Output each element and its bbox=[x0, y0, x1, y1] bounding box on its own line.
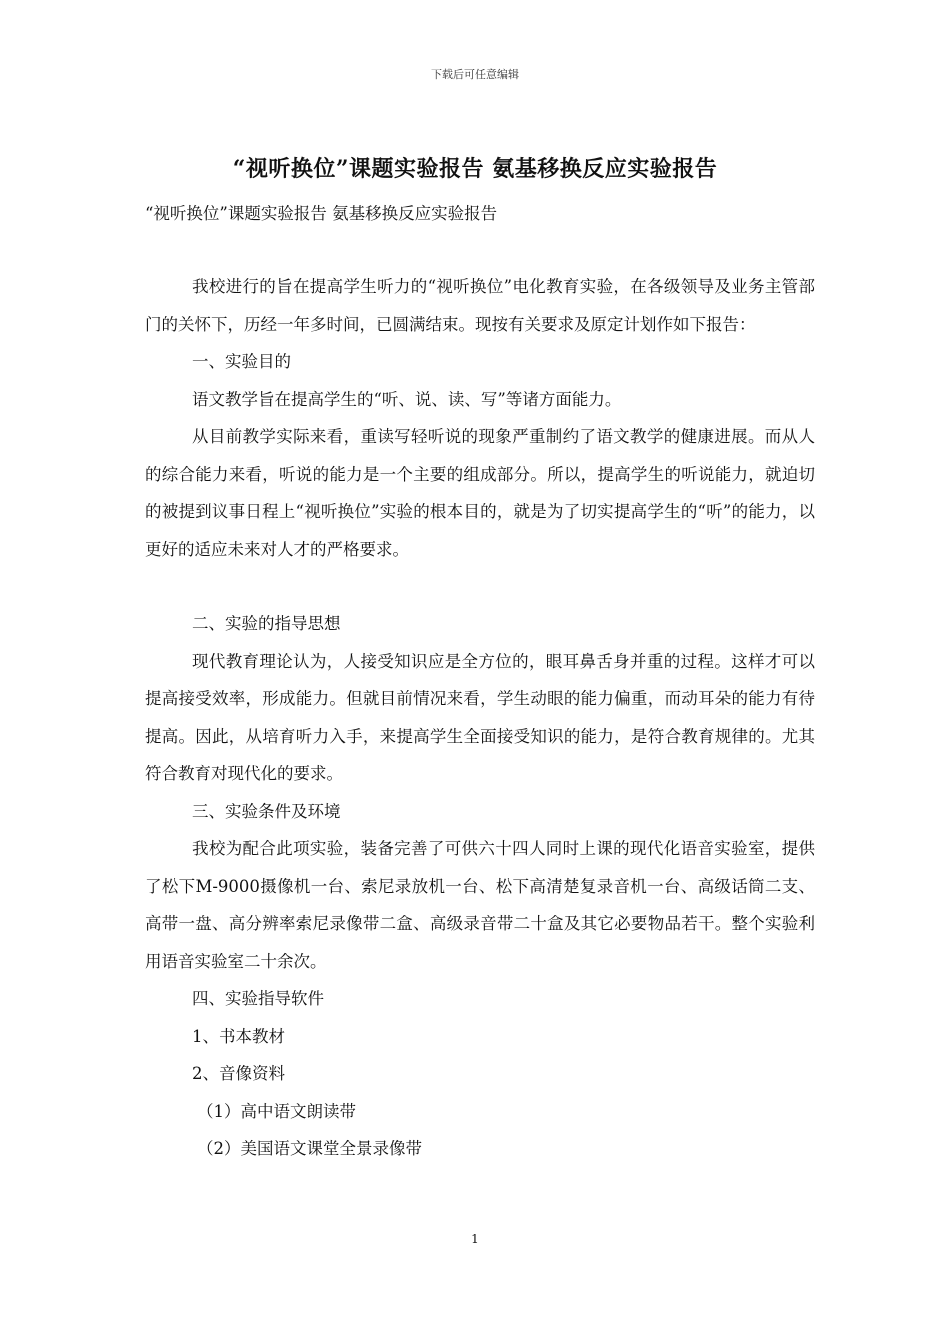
page-number: 1 bbox=[471, 1232, 479, 1246]
section-4-item-2: 2、音像资料 bbox=[192, 1064, 285, 1083]
section-4-subitem-2: （2）美国语文课堂全景录像带 bbox=[197, 1139, 422, 1158]
section-3-heading: 三、实验条件及环境 bbox=[192, 801, 341, 821]
page-header: 下载后可任意编辑 bbox=[431, 68, 519, 81]
intro-paragraph: 我校进行的旨在提高学生听力的“视听换位”电化教育实验，在各级领导及业务主管部门的关怀下，历经一年多时间，已圆满结束。现按有关要求及原定计划作如下报告： bbox=[145, 277, 815, 334]
section-1-paragraph-1: 语文教学旨在提高学生的“听、说、读、写”等诸方面能力。 bbox=[192, 389, 622, 409]
section-4-item-1: 1、书本教材 bbox=[192, 1026, 285, 1046]
section-2-paragraph-1: 现代教育理论认为，人接受知识应是全方位的，眼耳鼻舌身并重的过程。这样才可以提高接受效率，形成能力。但就目前情况来看，学生动眼的能力偏重，而动耳朵的能力有待提高。因此，从培育听力入手，来提高学生全面接受知识的能力，是符合教育规律的。尤其符合教育对现代化的要求。 bbox=[145, 651, 815, 783]
spacer bbox=[145, 568, 815, 605]
document-title: “视听换位”课题实验报告 氨基移换反应实验报告 bbox=[232, 156, 718, 182]
section-1-heading: 一、实验目的 bbox=[192, 352, 291, 371]
document-subtitle: “视听换位”课题实验报告 氨基移换反应实验报告 bbox=[145, 204, 498, 223]
document-body bbox=[145, 268, 815, 1168]
section-4-subitem-1: （1）高中语文朗读带 bbox=[197, 1101, 356, 1121]
section-3-paragraph-1: 我校为配合此项实验，装备完善了可供六十四人同时上课的现代化语音实验室，提供了松下M-9000摄像机一台、索尼录放机一台、松下高清楚复录音机一台、高级话筒二支、高带一盘、高分辨率索尼录像带二盒、高级录音带二十盒及其它必要物品若干。整个实验利用语音实验室二十余次。 bbox=[145, 839, 815, 971]
section-4-heading: 四、实验指导软件 bbox=[192, 989, 324, 1008]
section-2-heading: 二、实验的指导思想 bbox=[192, 614, 341, 633]
section-1-paragraph-2: 从目前教学实际来看，重读写轻听说的现象严重制约了语文教学的健康进展。而从人的综合能力来看，听说的能力是一个主要的组成部分。所以，提高学生的听说能力，就迫切的被提到议事日程上“视听换位”实验的根本目的，就是为了切实提高学生的“听”的能力，以更好的适应未来对人才的严格要求。 bbox=[145, 427, 815, 559]
